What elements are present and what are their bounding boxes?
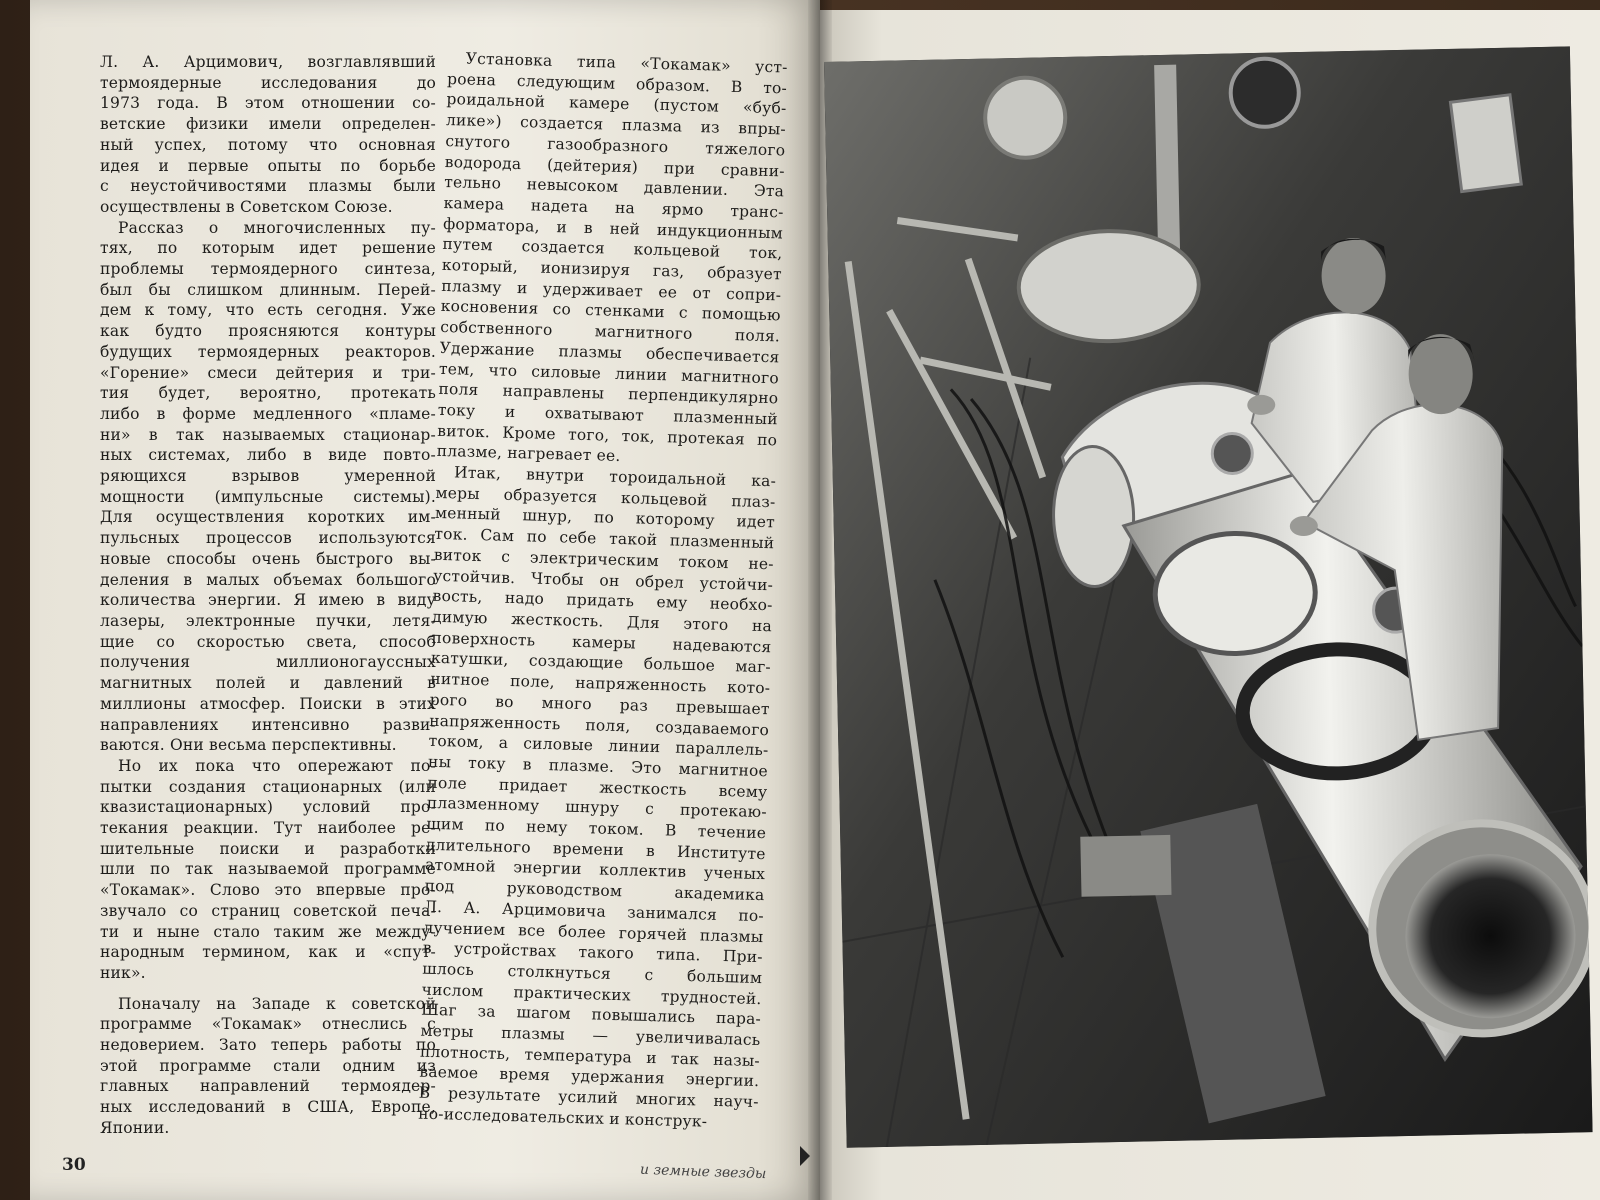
text-line: длительного времени в Институте	[425, 835, 766, 863]
text-line: ни» в так называемых стационар-	[100, 425, 436, 444]
text-line: току и охватывают плазменный	[437, 400, 779, 429]
text-line: собственного магнитного поля.	[439, 318, 781, 346]
text-line: ваемое время удержания энергии.	[419, 1063, 760, 1091]
text-line: катушки, создающие большое маг-	[430, 649, 772, 677]
text-line: Удержание плазмы обеспечивается	[439, 338, 780, 367]
text-line: термоядерные исследования до	[100, 73, 436, 92]
text-line: новые способы очень быстрого вы-	[100, 549, 436, 568]
text-line: осуществлены в Советском Союзе.	[100, 197, 393, 216]
text-line: Японии.	[100, 1118, 170, 1137]
text-line: как будто проясняются контуры	[100, 322, 436, 341]
text-line: Установка типа «Токамак» уст-	[465, 49, 788, 77]
tokamak-photo-illustration	[824, 46, 1593, 1147]
text-line: программе «Токамак» отнеслись с	[100, 1015, 436, 1034]
text-line: народным термином, как и «спут-	[100, 943, 436, 962]
text-column-right	[418, 48, 788, 1134]
text-line: снутого газообразного тяжелого	[445, 131, 786, 160]
text-line: шительные поиски и разработки	[100, 839, 436, 858]
text-line: тем, что силовые линии магнитного	[438, 359, 780, 387]
tokamak-photo	[824, 46, 1593, 1147]
paragraph	[418, 462, 776, 1134]
text-line: Но их пока что опережают по-	[118, 756, 436, 775]
text-line: Рассказ о многочисленных пу-	[118, 218, 436, 237]
text-line: числом практических трудностей.	[421, 980, 762, 1008]
text-line: будущих термоядерных реакторов.	[100, 342, 436, 361]
text-line: квазистационарных) условий про-	[100, 798, 436, 817]
text-line: ток. Сам по себе такой плазменный	[434, 524, 775, 553]
running-head: и земные звезды	[639, 1161, 767, 1183]
text-line: либо в форме медленного «пламе-	[100, 404, 436, 423]
text-line: главных направлений термоядер-	[100, 1077, 436, 1096]
paragraph	[100, 218, 436, 756]
text-line: в устройствах такого типа. При-	[422, 938, 763, 967]
text-line: который, ионизируя газ, образует	[441, 255, 783, 284]
text-line: ряющихся взрывов умеренной	[100, 467, 436, 486]
text-line: камера надета на ярмо транс-	[443, 193, 784, 222]
text-line: виток с электрическим током не-	[433, 545, 774, 574]
text-line: ный успех, потому что основная	[100, 135, 436, 154]
text-line: пытки создания стационарных (или	[100, 777, 436, 796]
text-line: Итак, внутри тороидальной ка-	[453, 463, 777, 491]
paragraph	[100, 52, 436, 218]
text-line: этой программе стали одним из	[100, 1056, 436, 1075]
text-line: ваются. Они весьма перспективны.	[100, 736, 397, 755]
text-line: магнитных полей и давлений в	[100, 674, 436, 693]
text-line: плазму и удерживает ее от сопри-	[441, 276, 782, 305]
text-line: шли по так называемой программе	[100, 860, 436, 879]
text-line: Л. А. Арцимовича занимался по-	[423, 897, 765, 925]
text-line: дем к тому, что есть сегодня. Уже	[100, 301, 436, 320]
text-line: устойчив. Чтобы он обрел устойчи-	[433, 566, 774, 594]
text-line: текания реакции. Тут наиболее ре-	[100, 819, 436, 838]
text-line: менный шнур, по которому идет	[434, 504, 776, 532]
text-line: деления в малых объемах большого	[100, 570, 436, 589]
text-line: пульсных процессов используются	[100, 529, 436, 548]
text-line: звучало со страниц советской печа-	[100, 901, 436, 920]
text-line: плазменному шнуру с протекаю-	[426, 794, 768, 822]
text-line: косновения со стенками с помощью	[440, 297, 781, 325]
text-column-left	[100, 52, 436, 1139]
text-line: напряженность поля, создаваемого	[428, 711, 770, 739]
text-line: ных исследований в США, Европе,	[100, 1098, 436, 1117]
text-line: виток. Кроме того, ток, протекая по	[437, 421, 778, 449]
text-line: мощности (импульсные системы).	[100, 487, 436, 506]
text-line: тельно невысоком давлении. Эта	[444, 173, 785, 201]
text-line: роидальной камере (пустом «буб-	[446, 90, 787, 118]
text-line: шлось столкнуться с большим	[422, 959, 763, 988]
text-line: ти и ныне стало таким же между-	[100, 922, 436, 941]
text-line: ник».	[100, 963, 146, 982]
text-line: метры плазмы — увеличивалась	[420, 1021, 761, 1050]
text-line: током, а силовые линии параллель-	[428, 731, 769, 760]
text-line: направлениях интенсивно разви-	[100, 715, 436, 734]
text-line: 1973 года. В этом отношении со-	[100, 94, 436, 113]
text-line: плотность, температура и так назы-	[419, 1042, 761, 1070]
text-line: лучением все более горячей плазмы	[423, 918, 764, 946]
text-line: миллионы атмосфер. Поиски в этих	[100, 694, 436, 713]
text-line: меры образуется кольцевой плаз-	[435, 483, 776, 512]
text-line: лазеры, электронные пучки, летя-	[100, 611, 436, 630]
text-line: поля направлены перпендикулярно	[438, 380, 779, 408]
text-line: количества энергии. Я имею в виду	[100, 591, 436, 610]
text-line: Для осуществления коротких им-	[100, 508, 436, 527]
text-line: был бы слишком длинным. Перей-	[100, 280, 436, 299]
text-line: вость, надо придать ему необхо-	[432, 587, 773, 615]
text-line: «Горение» смеси дейтерия и три-	[100, 363, 436, 382]
text-line: водорода (дейтерия) при сравни-	[444, 152, 785, 180]
text-line: Поначалу на Западе к советской	[118, 994, 436, 1013]
page-number: 30	[62, 1155, 86, 1175]
text-line: рого во много раз превышает	[429, 690, 770, 719]
text-line: ветские физики имели определен-	[100, 115, 436, 134]
text-line: под руководством академика	[424, 876, 765, 905]
text-line: щие со скоростью света, способ	[100, 632, 436, 651]
text-line: поверхность камеры надеваются	[431, 628, 772, 656]
text-line: путем создается кольцевой ток,	[442, 235, 783, 263]
text-line: ны току в плазме. Это магнитное	[427, 752, 769, 781]
page-marker-icon	[800, 1146, 810, 1166]
text-line: идея и первые опыты по борьбе	[100, 156, 436, 175]
text-line: В результате усилий многих науч-	[418, 1083, 759, 1112]
text-line: лике») создается плазма из впры-	[445, 111, 787, 139]
text-line: форматора, и в ней индукционным	[442, 214, 784, 243]
text-line: плазме, нагревает ее.	[436, 442, 621, 466]
text-line: с неустойчивостями плазмы были	[100, 177, 436, 196]
paragraph	[436, 48, 787, 471]
text-line: недоверием. Зато теперь работы по	[100, 1036, 436, 1055]
text-line: Л. А. Арцимович, возглавлявший	[100, 53, 436, 71]
text-line: получения миллионогауссных	[100, 653, 436, 672]
text-line: но-исследовательских и конструк-	[417, 1104, 708, 1131]
text-line: атомной энергии коллектив ученых	[424, 856, 766, 884]
text-line: тях, по которым идет решение	[100, 239, 436, 258]
paragraph	[100, 756, 436, 984]
text-line: ных системах, либо в виде повто-	[100, 446, 436, 465]
text-line: щим по нему током. В течение	[426, 814, 767, 843]
paragraph	[100, 994, 436, 1139]
text-line: димую жесткость. Для этого на	[431, 607, 773, 636]
text-line: Шаг за шагом повышались пара-	[420, 1000, 762, 1029]
text-line: нитное поле, напряженность кото-	[430, 669, 771, 698]
text-line: тия будет, вероятно, протекать	[100, 384, 436, 403]
text-line: проблемы термоядерного синтеза,	[100, 260, 436, 279]
text-line: роена следующим образом. В то-	[446, 69, 788, 98]
text-line: «Токамак». Слово это впервые про-	[100, 881, 436, 900]
text-line: поле придает жесткость всему	[427, 773, 768, 801]
